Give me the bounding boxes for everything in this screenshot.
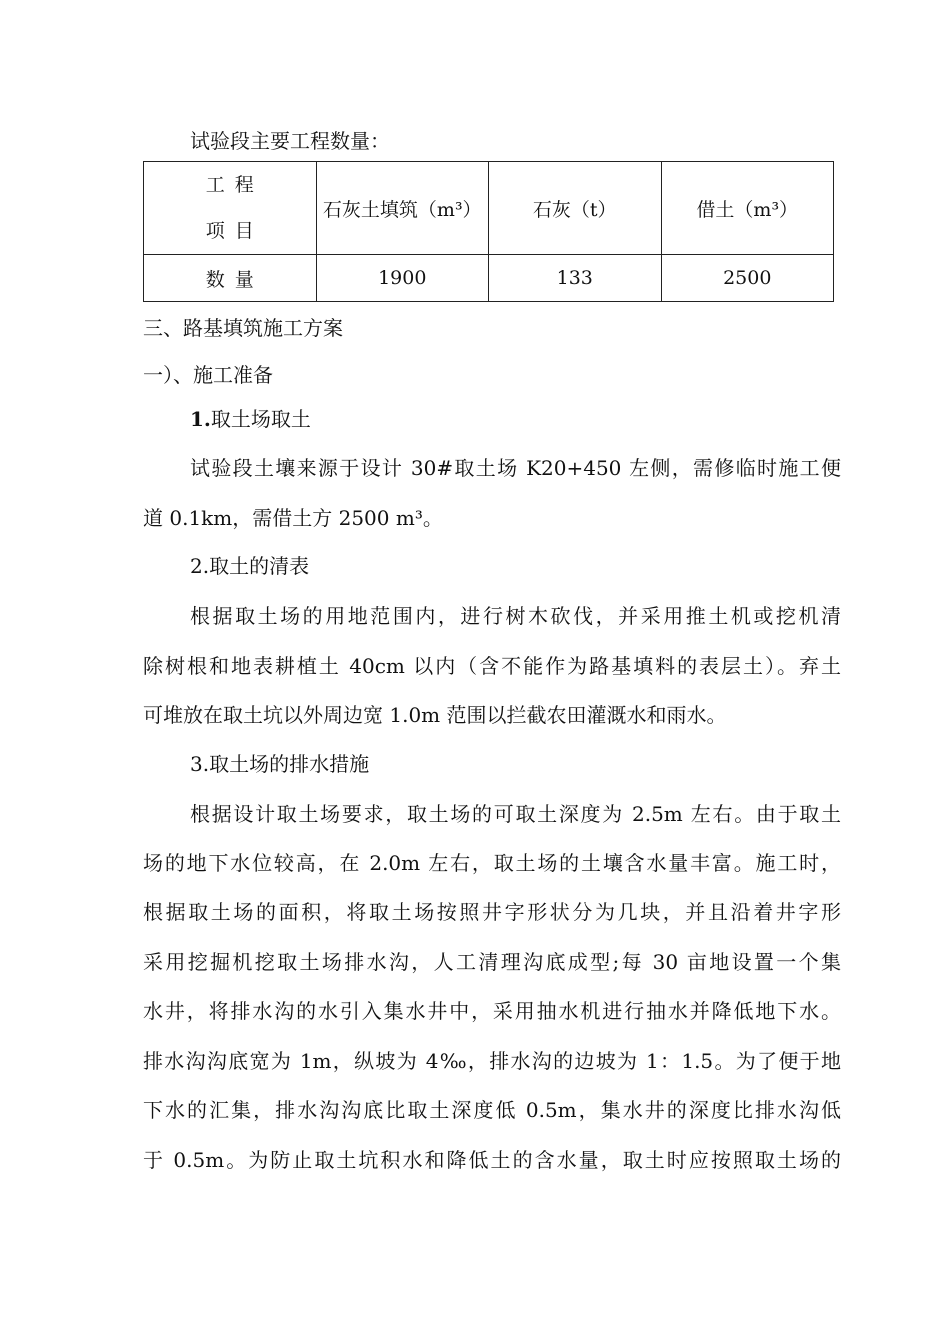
paragraph-line: 试验段土壤来源于设计 30#取土场 K20+450 左侧，需修临时施工便: [190, 456, 841, 480]
value-borrow-soil: 2500: [661, 255, 834, 302]
item-title-1: 取土场取土: [210, 407, 311, 431]
header-label-cell: [144, 162, 317, 255]
paragraph-line: 场的地下水位较高，在 2.0m 左右，取土场的土壤含水量丰富。施工时，: [143, 851, 841, 875]
header-lime-soil: 石灰土填筑（m³）: [316, 162, 489, 255]
paragraph-line: 于 0.5m。为防止取土坑积水和降低土的含水量，取土时应按照取土场的: [143, 1148, 841, 1172]
quantity-table: [143, 161, 834, 302]
paragraph-line: 根据取土场的用地范围内，进行树木砍伐，并采用推土机或挖机清: [190, 604, 841, 628]
table-row: [144, 255, 834, 302]
item-heading-2: 2.取土的清表: [190, 554, 310, 578]
paragraph-line: 根据设计取土场要求，取土场的可取土深度为 2.5m 左右。由于取土: [190, 802, 841, 826]
paragraph-line: 可堆放在取土坑以外周边宽 1.0m 范围以拦截农田灌溉水和雨水。: [143, 703, 727, 727]
paragraph-line: 根据取土场的面积，将取土场按照井字形状分为几块，并且沿着井字形: [143, 900, 841, 924]
section-heading: 三、路基填筑施工方案: [143, 316, 343, 340]
header-borrow-soil: 借土（m³）: [661, 162, 834, 255]
item-heading-1: [190, 406, 311, 432]
header-label-top: 工程: [205, 174, 264, 196]
paragraph-line: 采用挖掘机挖取土场排水沟，人工清理沟底成型;每 30 亩地设置一个集: [143, 950, 841, 974]
item-heading-3: 3.取土场的排水措施: [190, 752, 370, 776]
item-number-1: 1.: [190, 407, 211, 431]
header-label-bottom: 项目: [205, 220, 264, 242]
paragraph-line: 除树根和地表耕植土 40cm 以内（含不能作为路基填料的表层土）。弃土: [143, 654, 841, 678]
header-lime: 石灰（t）: [489, 162, 662, 255]
subsection-heading: 一）、施工准备: [143, 363, 273, 387]
table-caption: 试验段主要工程数量：: [190, 129, 390, 153]
paragraph-line: 排水沟沟底宽为 1m，纵坡为 4‰，排水沟的边坡为 1：1.5。为了便于地: [143, 1049, 841, 1073]
table-header-row: [144, 162, 834, 255]
value-lime: 133: [489, 255, 662, 302]
value-lime-soil: 1900: [316, 255, 489, 302]
row-label: 数量: [205, 268, 264, 291]
row-label-cell: [144, 255, 317, 302]
paragraph-line: 道 0.1km，需借土方 2500 m³。: [143, 506, 443, 530]
paragraph-line: 水井，将排水沟的水引入集水井中，采用抽水机进行抽水并降低地下水。: [143, 999, 841, 1023]
paragraph-line: 下水的汇集，排水沟沟底比取土深度低 0.5m，集水井的深度比排水沟低: [143, 1098, 841, 1122]
